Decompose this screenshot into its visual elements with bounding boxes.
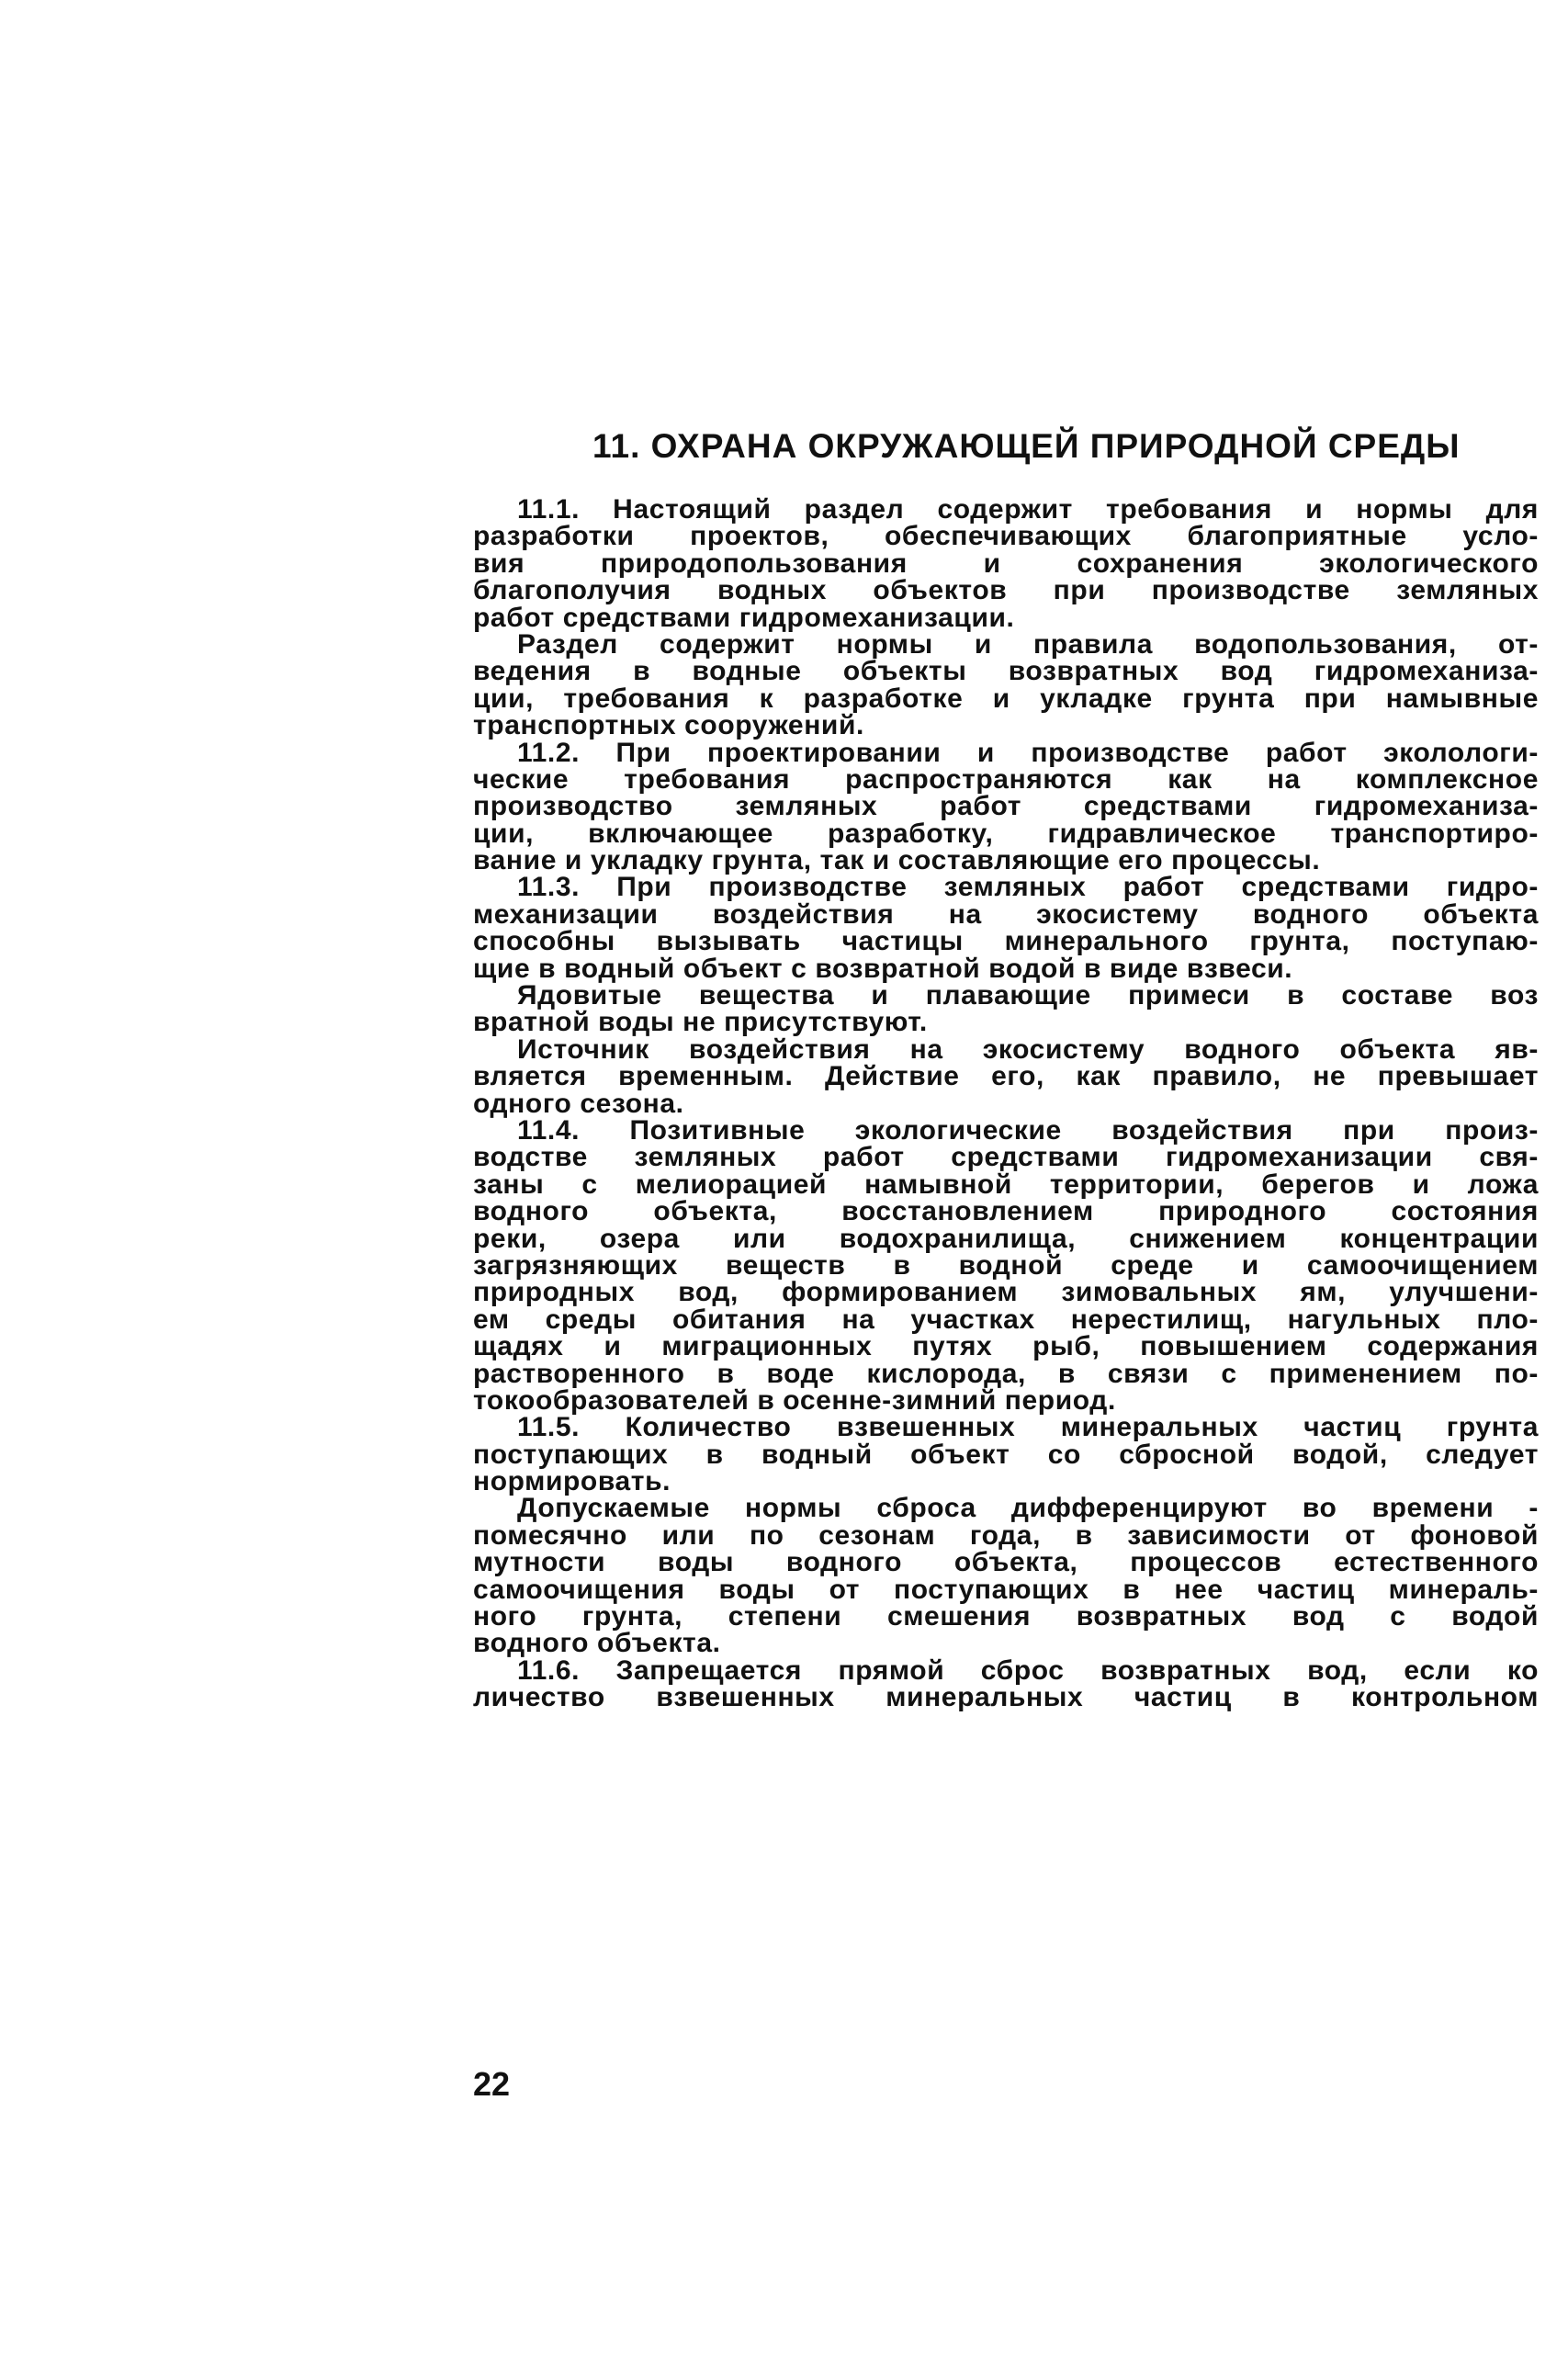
section-body bbox=[473, 496, 1539, 1711]
text-line: растворенного в воде кислорода, в связи с применением по- bbox=[473, 1358, 1539, 1389]
text-line: благополучия водных объектов при производстве земляных bbox=[473, 575, 1539, 606]
text-line: вратной воды не присутствуют. bbox=[473, 1007, 928, 1038]
text-line: ного грунта, степени смешения возвратных вод с водой bbox=[473, 1601, 1539, 1632]
text-line: токообразователей в осенне-зимний период. bbox=[473, 1384, 1116, 1416]
text-line: щие в водный объект с возвратной водой в виде взвеси. bbox=[473, 953, 1293, 984]
text-line: 11.3. При производстве земляных работ средствами гидро- bbox=[517, 872, 1539, 903]
text-line: производство земляных работ средствами гидромеханиза- bbox=[473, 791, 1539, 822]
text-line: водного объекта, восстановлением природного состояния bbox=[473, 1196, 1539, 1227]
text-line: Допускаемые нормы сброса дифференцируют во времени - bbox=[517, 1493, 1539, 1524]
text-line: разработки проектов, обеспечивающих благоприятные усло- bbox=[473, 521, 1539, 552]
text-line: ем среды обитания на участках нерестилищ, нагульных пло- bbox=[473, 1304, 1539, 1335]
text-line: щадях и миграционных путях рыб, повышением содержания bbox=[473, 1331, 1539, 1362]
text-line: вия природопользования и сохранения экологического bbox=[473, 548, 1539, 579]
text-line: 11.1. Настоящий раздел содержит требования и нормы для bbox=[517, 494, 1539, 525]
text-line: водстве земляных работ средствами гидромеханизации свя- bbox=[473, 1142, 1539, 1173]
text-line: работ средствами гидромеханизации. bbox=[473, 602, 1015, 633]
text-line: 11.5. Количество взвешенных минеральных частиц грунта bbox=[517, 1412, 1539, 1443]
text-line: Источник воздействия на экосистему водного объекта яв- bbox=[517, 1033, 1539, 1065]
text-line: природных вод, формированием зимовальных ям, улучшени- bbox=[473, 1277, 1539, 1308]
text-line: заны с мелиорацией намывной территории, берегов и ложа bbox=[473, 1169, 1539, 1200]
text-line: вляется временным. Действие его, как правило, не превышает bbox=[473, 1061, 1539, 1092]
text-line: ции, требования к разработке и укладке грунта при намывные bbox=[473, 683, 1539, 714]
text-line: 11.2. При проектировании и производстве работ эколологи- bbox=[517, 737, 1539, 768]
text-line: способны вызывать частицы минерального грунта, поступаю- bbox=[473, 926, 1539, 957]
text-line: Ядовитые вещества и плавающие примеси в составе воз bbox=[517, 980, 1539, 1011]
text-line: реки, озера или водохранилища, снижением концентрации bbox=[473, 1223, 1539, 1254]
text-line: вание и укладку грунта, так и составляющие его процессы. bbox=[473, 845, 1321, 876]
text-line: транспортных сооружений. bbox=[473, 710, 864, 741]
text-line: ческие требования распространяются как на комплексное bbox=[473, 763, 1539, 795]
page-number: 22 bbox=[473, 2065, 511, 2103]
text-line: одного сезона. bbox=[473, 1088, 684, 1119]
text-line: самоочищения воды от поступающих в нее частиц минераль- bbox=[473, 1574, 1539, 1605]
text-line: 11.4. Позитивные экологические воздействия при произ- bbox=[517, 1114, 1539, 1146]
text-line: механизации воздействия на экосистему водного объекта bbox=[473, 898, 1539, 930]
text-line: ведения в водные объекты возвратных вод гидромеханиза- bbox=[473, 656, 1539, 687]
text-line: нормировать. bbox=[473, 1466, 671, 1497]
text-line: личество взвешенных минеральных частиц в контрольном bbox=[473, 1682, 1539, 1713]
text-line: поступающих в водный объект со сбросной водой, следует bbox=[473, 1439, 1539, 1470]
text-line: водного объекта. bbox=[473, 1628, 721, 1659]
text-line: мутности воды водного объекта, процессов естественного bbox=[473, 1547, 1539, 1578]
text-line: 11.6. Запрещается прямой сброс возвратных вод, если ко bbox=[517, 1654, 1539, 1686]
text-line: Раздел содержит нормы и правила водопользования, от- bbox=[517, 628, 1539, 660]
text-line: загрязняющих веществ в водной среде и самоочищением bbox=[473, 1249, 1539, 1281]
section-heading: 11. ОХРАНА ОКРУЖАЮЩЕЙ ПРИРОДНОЙ СРЕДЫ bbox=[592, 427, 1461, 465]
text-line: ции, включающее разработку, гидравлическое транспортиро- bbox=[473, 818, 1539, 849]
text-line: помесячно или по сезонам года, в зависимости от фоновой bbox=[473, 1519, 1539, 1551]
